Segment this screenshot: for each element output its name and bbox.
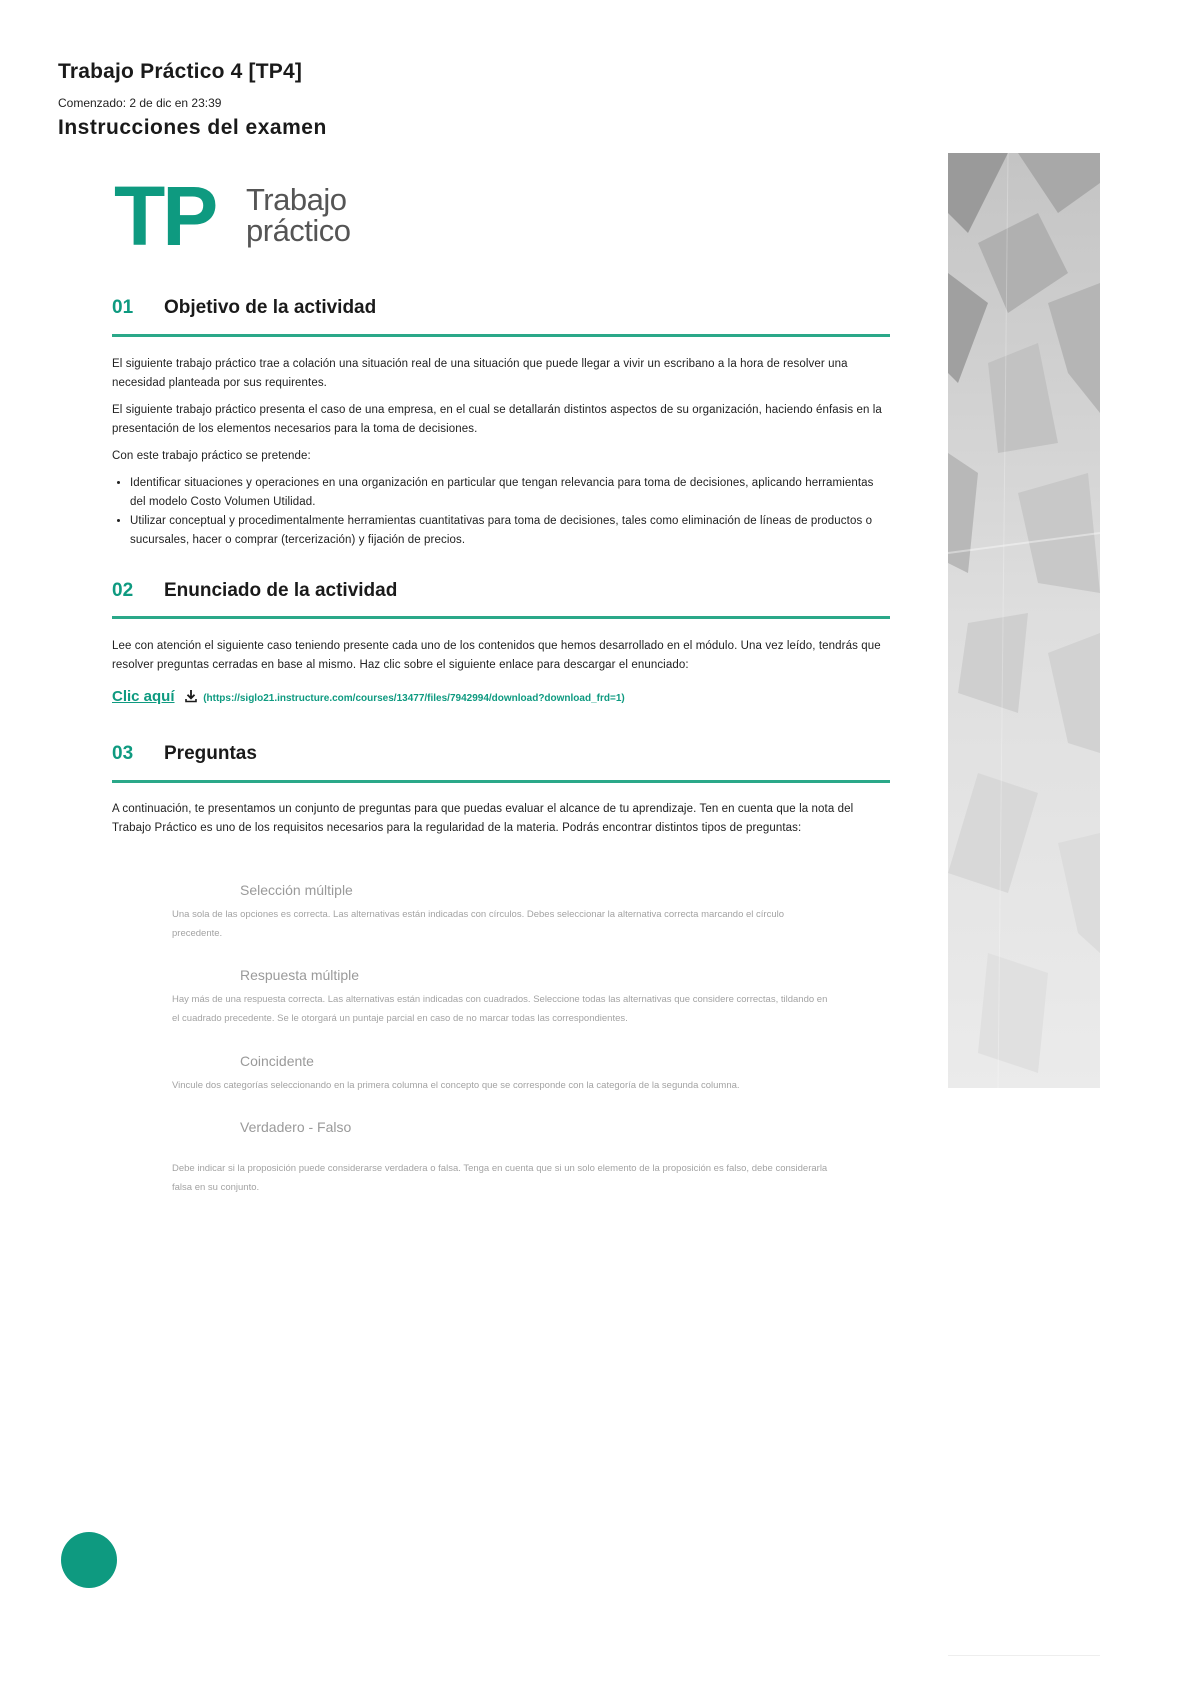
download-url[interactable]: (https://siglo21.instructure.com/courses/13477/files/7942994/download?download_frd=1) [203,693,625,704]
section-2-number: 02 [112,580,134,601]
question-type-description: Una sola de las opciones es correcta. Las alternativas están indicadas con círculos. Debes seleccionar la alternativa correcta marcando el círculo precedente. [172,909,785,939]
section-3-paragraph: A continuación, te presentamos un conjunto de preguntas para que puedas evaluar el alcance de tu aprendizaje. Ten en cuenta que la nota del Trabajo Práctico es uno de los requisitos necesarios para la regularidad de la materia. Podrás encontrar distintos tipos de preguntas: [112,803,854,834]
question-type-title: Verdadero - Falso [240,1119,352,1135]
objectives-list-item: • Utilizar conceptual y procedimentalmente herramientas cuantitativas para toma de decisiones, tales como eliminación de líneas de productos o sucursales, hacer o comprar (tercerización) y fijación de precios. [130,512,892,550]
decorative-architecture-image [948,153,1100,1088]
download-enunciado-link[interactable]: Clic aquí [112,688,175,705]
page-title: Trabajo Práctico 4 [TP4] [58,60,303,83]
question-type-title: Selección múltiple [240,882,353,898]
floating-action-button[interactable] [61,1532,117,1588]
started-timestamp: Comenzado: 2 de dic en 23:39 [58,96,222,110]
section-3-title: Preguntas [164,743,257,764]
question-type-description: Hay más de una respuesta correcta. Las alternativas están indicadas con cuadrados. Seleccione todas las alternativas que considere correctas, tildando en el cuadrado precedente. Se le otorgará un puntaje parcial en caso de no marcar todas las correspondientes. [172,994,828,1024]
tp-logo-mark: TP [114,169,216,263]
section-2-body [112,637,892,683]
section-3-body [112,800,892,846]
section-3-number: 03 [112,743,134,764]
tp-logo-word [246,184,351,246]
download-icon[interactable] [184,689,198,703]
question-type-title: Respuesta múltiple [240,967,360,983]
section-1-divider [112,334,890,337]
download-link-row [112,688,625,705]
instructions-heading: Instrucciones del examen [58,116,327,139]
section-1-number: 01 [112,297,134,318]
objectives-list-item: • Identificar situaciones y operaciones en una organización en particular que tengan relevancia para toma de decisiones, aplicando herramientas del modelo Costo Volumen Utilidad. [130,474,892,512]
section-1-paragraph: Con este trabajo práctico se pretende: [112,450,311,462]
section-1-paragraph: El siguiente trabajo práctico presenta el caso de una empresa, en el cual se detallarán distintos aspectos de su organización, haciendo énfasis en la presentación de los elementos necesarios para la toma de decisiones. [112,404,882,435]
footer-divider [948,1655,1100,1656]
question-type-description: Vincule dos categorías seleccionando en la primera columna el concepto que se corresponde con la categoría de la segunda columna. [172,1080,740,1091]
section-1-paragraph: El siguiente trabajo práctico trae a colación una situación real de una situación que puede llegar a vivir un escribano a la hora de resolver una necesidad planteada por sus requirentes. [112,358,848,389]
question-type-description: Debe indicar si la proposición puede considerarse verdadera o falsa. Tenga en cuenta que si un solo elemento de la proposición es falso, debe considerarla falsa en su conjunto. [172,1163,828,1193]
section-3-divider [112,780,890,783]
section-1-body [112,355,892,550]
section-2-title: Enunciado de la actividad [164,580,398,601]
tp-logo-word-line1: Trabajo [246,182,347,217]
tp-logo-word-line2: práctico [246,213,351,248]
objectives-list [112,474,892,550]
section-1-title: Objetivo de la actividad [164,297,377,318]
section-2-divider [112,616,890,619]
tp-logo [114,169,374,263]
question-type-title: Coincidente [240,1053,314,1069]
section-2-paragraph: Lee con atención el siguiente caso teniendo presente cada uno de los contenidos que hemos desarrollado en el módulo. Una vez leído, tendrás que resolver preguntas cerradas en base al mismo. Haz clic sobre el siguiente enlace para descargar el enunciado: [112,640,881,671]
